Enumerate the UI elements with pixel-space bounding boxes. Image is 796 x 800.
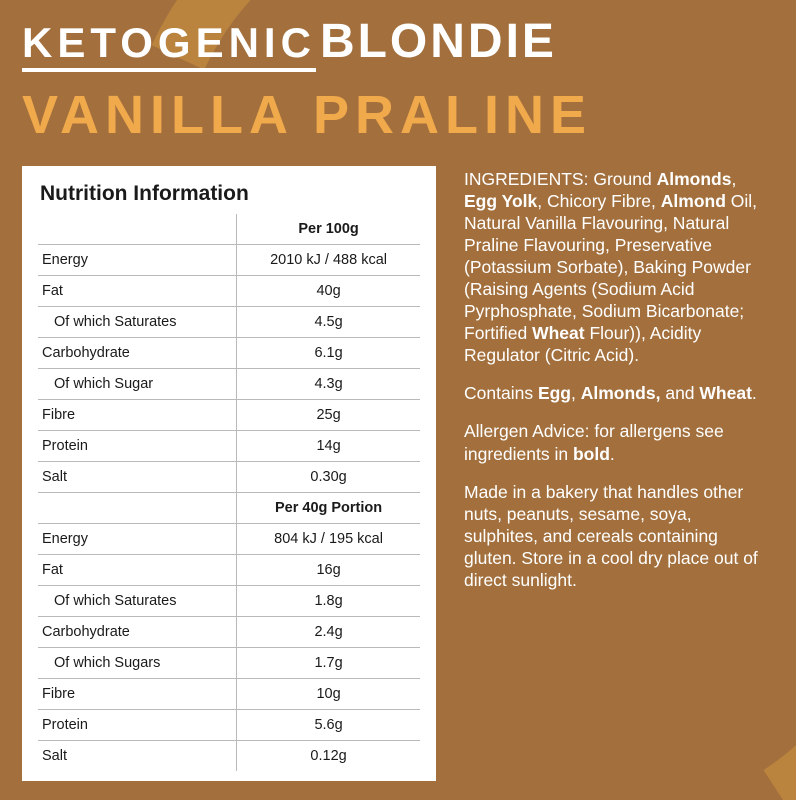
row-label: Of which Saturates xyxy=(38,586,237,617)
table-row xyxy=(38,617,420,648)
row-label: Of which Sugars xyxy=(38,648,237,679)
nutrition-table-body xyxy=(38,214,420,771)
row-label: Of which Saturates xyxy=(38,307,237,338)
row-label: Carbohydrate xyxy=(38,338,237,369)
row-label: Salt xyxy=(38,462,237,493)
row-label: Fibre xyxy=(38,400,237,431)
table-header-blank-cell xyxy=(38,493,237,524)
row-label: Fat xyxy=(38,555,237,586)
row-label: Energy xyxy=(38,245,237,276)
table-row xyxy=(38,555,420,586)
table-row xyxy=(38,648,420,679)
row-label: Fat xyxy=(38,276,237,307)
row-label: Carbohydrate xyxy=(38,617,237,648)
table-header-per-portion: Per 40g Portion xyxy=(237,493,420,524)
row-value: 5.6g xyxy=(237,710,420,741)
table-row xyxy=(38,462,420,493)
row-value: 1.7g xyxy=(237,648,420,679)
row-value: 1.8g xyxy=(237,586,420,617)
row-value: 2010 kJ / 488 kcal xyxy=(237,245,420,276)
table-row xyxy=(38,245,420,276)
row-value: 2.4g xyxy=(237,617,420,648)
row-value: 16g xyxy=(237,555,420,586)
row-value: 25g xyxy=(237,400,420,431)
row-value: 0.12g xyxy=(237,741,420,772)
label-header xyxy=(0,0,796,145)
row-value: 40g xyxy=(237,276,420,307)
table-row xyxy=(38,400,420,431)
table-row xyxy=(38,307,420,338)
row-value: 6.1g xyxy=(237,338,420,369)
row-label: Energy xyxy=(38,524,237,555)
table-row xyxy=(38,369,420,400)
ingredients-list: Ground Almonds, Egg Yolk, Chicory Fibre, Almond Oil, Natural Vanilla Flavouring, Natural Praline Flavouring, Preservative (Potassium Sorbate), Baking Powder (Raising Agents (Sodium Acid Pyrphosphate, Sodium Bicarbonate; Fortified Wheat Flour)), Acidity Regulator (Citric Acid). xyxy=(464,169,758,366)
row-value: 804 kJ / 195 kcal xyxy=(237,524,420,555)
row-value: 14g xyxy=(237,431,420,462)
row-label: Protein xyxy=(38,431,237,462)
row-label: Of which Sugar xyxy=(38,369,237,400)
ingredients-panel xyxy=(464,166,764,607)
ingredients-heading: INGREDIENTS: xyxy=(464,169,589,189)
table-row xyxy=(38,524,420,555)
contains-paragraph: Contains Egg, Almonds, and Wheat. xyxy=(464,383,757,404)
brand-title xyxy=(22,15,774,72)
table-row xyxy=(38,431,420,462)
bakery-note-paragraph: Made in a bakery that handles other nuts, peanuts, sesame, soya, sulphites, and cereals containing gluten. Store in a cool dry place out of direct sunlight. xyxy=(464,481,758,590)
table-header-row-portion xyxy=(38,493,420,524)
table-header-row-100g xyxy=(38,214,420,245)
row-value: 10g xyxy=(237,679,420,710)
nutrition-table xyxy=(38,214,420,771)
table-header-blank-cell xyxy=(38,214,237,245)
flavour-title: VANILLA PRALINE xyxy=(22,85,592,145)
nutrition-panel xyxy=(22,166,436,781)
brand-word-ketogenic: KETOGENIC xyxy=(22,22,316,72)
table-header-per-100g: Per 100g xyxy=(237,214,420,245)
row-label: Salt xyxy=(42,748,67,764)
table-row xyxy=(38,710,420,741)
nutrition-title: Nutrition Information xyxy=(40,182,249,205)
label-body xyxy=(0,166,796,781)
row-value: 0.30g xyxy=(237,462,420,493)
table-row xyxy=(38,586,420,617)
table-row xyxy=(38,679,420,710)
row-value: 4.3g xyxy=(237,369,420,400)
row-label: Protein xyxy=(38,710,237,741)
table-row xyxy=(38,276,420,307)
allergen-advice-paragraph: Allergen Advice: for allergens see ingredients in bold. xyxy=(464,421,724,464)
table-row xyxy=(38,338,420,369)
row-value: 4.5g xyxy=(237,307,420,338)
ingredients-list-paragraph xyxy=(464,168,764,366)
brand-word-blondie: BLONDIE xyxy=(319,15,557,68)
row-label: Fibre xyxy=(38,679,237,710)
table-row xyxy=(38,741,420,772)
